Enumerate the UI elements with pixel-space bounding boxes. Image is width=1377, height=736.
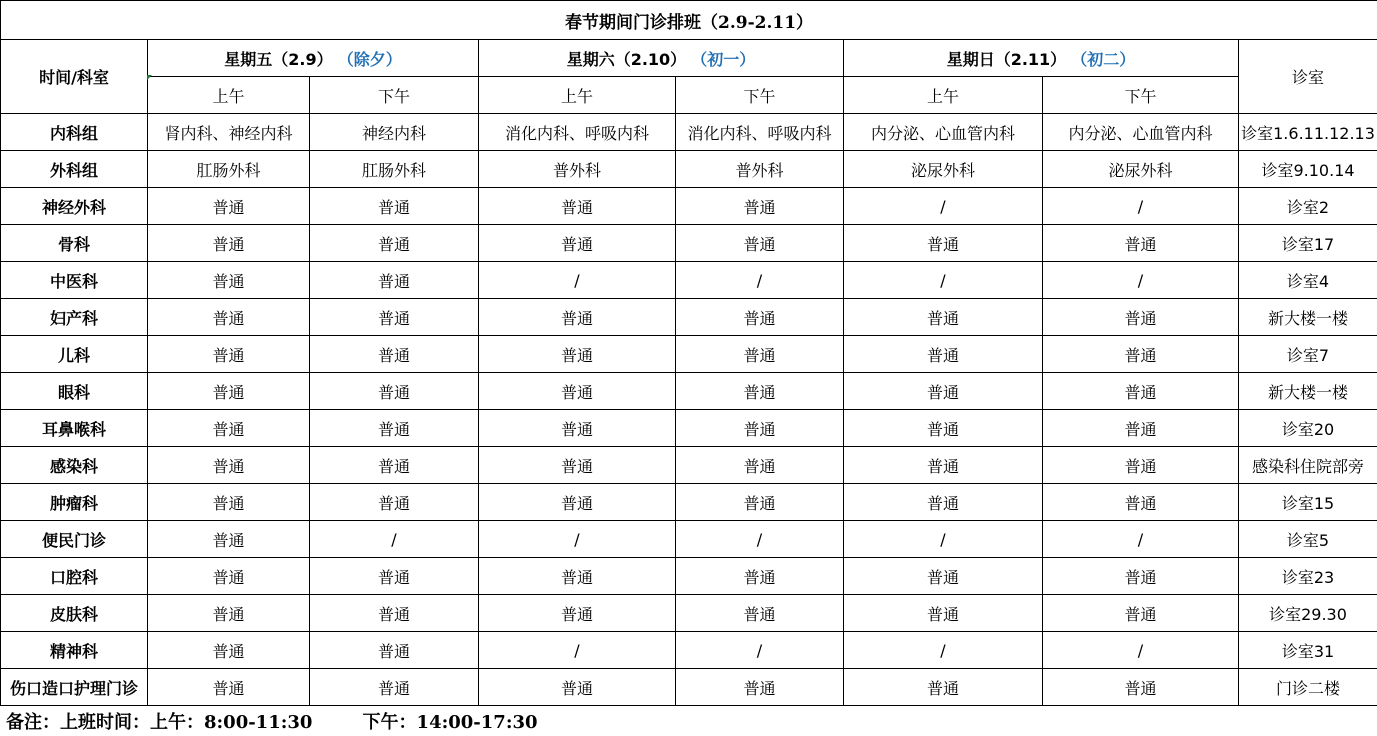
room-cell[interactable]: 诊室9.10.14 [1239,151,1377,188]
room-cell[interactable]: 门诊二楼 [1239,669,1377,706]
day-label: 星期五（2.9） [224,49,333,69]
schedule-cell[interactable]: 消化内科、呼吸内科 [479,114,676,151]
schedule-cell[interactable]: 普通 [310,410,479,447]
schedule-cell[interactable]: 普通 [310,484,479,521]
schedule-cell[interactable]: 普通 [310,188,479,225]
day-label: 星期六（2.10） [566,49,687,69]
schedule-cell[interactable]: / [676,521,844,558]
schedule-cell[interactable]: 普通 [844,410,1043,447]
table-row [1,410,1377,447]
schedule-cell[interactable]: 普通 [310,262,479,299]
schedule-cell[interactable]: 普通 [148,188,310,225]
schedule-cell[interactable]: / [1043,632,1239,669]
schedule-cell[interactable]: 肛肠外科 [310,151,479,188]
schedule-cell[interactable]: 普通 [310,299,479,336]
table-row [1,336,1377,373]
schedule-cell[interactable]: 肛肠外科 [148,151,310,188]
day-header-sun[interactable] [844,40,1239,77]
room-cell[interactable]: 诊室4 [1239,262,1377,299]
schedule-cell[interactable]: 普通 [676,373,844,410]
schedule-cell[interactable]: 普通 [844,336,1043,373]
schedule-cell[interactable]: 普通 [310,558,479,595]
room-cell[interactable]: 诊室5 [1239,521,1377,558]
schedule-cell[interactable]: 普通 [1043,410,1239,447]
schedule-cell[interactable]: 普通 [1043,484,1239,521]
schedule-cell[interactable]: 普通 [479,225,676,262]
schedule-cell[interactable]: 普通 [1043,669,1239,706]
table-row [1,595,1377,632]
schedule-cell[interactable]: 普通 [1043,558,1239,595]
schedule-cell[interactable]: 普通 [1043,336,1239,373]
schedule-cell[interactable]: 普通 [148,299,310,336]
schedule-cell[interactable]: 普通 [844,225,1043,262]
department-cell[interactable]: 肿瘤科 [1,484,148,521]
schedule-cell[interactable]: 普通 [844,595,1043,632]
schedule-cell[interactable]: 普通 [148,336,310,373]
schedule-cell[interactable]: 普通 [310,595,479,632]
schedule-cell[interactable]: 普通 [844,299,1043,336]
schedule-cell[interactable]: / [1043,188,1239,225]
schedule-cell[interactable]: 普通 [479,373,676,410]
room-cell[interactable]: 诊室20 [1239,410,1377,447]
table-row [1,262,1377,299]
schedule-cell[interactable]: 普通 [148,225,310,262]
schedule-cell[interactable]: 普通 [844,558,1043,595]
table-row [1,151,1377,188]
schedule-cell[interactable]: 普通 [479,410,676,447]
room-cell[interactable]: 诊室15 [1239,484,1377,521]
schedule-cell[interactable]: 普通 [479,299,676,336]
schedule-cell[interactable]: / [479,521,676,558]
room-cell[interactable]: 诊室7 [1239,336,1377,373]
department-cell[interactable]: 中医科 [1,262,148,299]
schedule-cell[interactable]: 普通 [676,558,844,595]
schedule-cell[interactable]: 普通 [676,595,844,632]
day-header-sat[interactable] [479,40,844,77]
schedule-cell[interactable]: 普通 [310,669,479,706]
schedule-cell[interactable]: 普通 [1043,299,1239,336]
schedule-cell[interactable]: / [844,632,1043,669]
schedule-cell[interactable]: / [676,632,844,669]
schedule-cell[interactable]: 消化内科、呼吸内科 [676,114,844,151]
schedule-cell[interactable]: 普通 [310,632,479,669]
half-day-header[interactable]: 下午 [1043,77,1239,114]
schedule-cell[interactable]: 内分泌、心血管内科 [1043,114,1239,151]
schedule-cell[interactable]: 普通 [1043,447,1239,484]
footer-note[interactable]: 备注：上班时间：上午：8:00-11:30 下午：14:00-17:30 [6,712,538,733]
schedule-cell[interactable]: 普通 [676,447,844,484]
lunar-label: （初一） [691,49,756,69]
room-cell[interactable]: 诊室17 [1239,225,1377,262]
room-cell[interactable]: 诊室23 [1239,558,1377,595]
schedule-cell[interactable]: 普通 [310,225,479,262]
room-cell[interactable]: 新大楼一楼 [1239,299,1377,336]
schedule-cell[interactable]: 普外科 [676,151,844,188]
schedule-cell[interactable]: 普通 [148,373,310,410]
schedule-cell[interactable]: 普通 [310,447,479,484]
schedule-cell[interactable]: 普通 [148,521,310,558]
department-cell[interactable]: 眼科 [1,373,148,410]
schedule-cell[interactable]: / [676,262,844,299]
schedule-cell[interactable]: 普通 [479,484,676,521]
schedule-cell[interactable]: 普外科 [479,151,676,188]
schedule-cell[interactable]: / [310,521,479,558]
schedule-cell[interactable]: 普通 [310,336,479,373]
table-row [1,188,1377,225]
schedule-cell[interactable]: 普通 [479,595,676,632]
department-cell[interactable]: 内科组 [1,114,148,151]
schedule-cell[interactable]: 普通 [844,447,1043,484]
department-cell[interactable]: 外科组 [1,151,148,188]
schedule-cell[interactable]: 普通 [148,410,310,447]
schedule-cell[interactable]: 普通 [148,595,310,632]
schedule-cell[interactable]: 普通 [479,336,676,373]
table-row [1,632,1377,669]
schedule-cell[interactable]: 普通 [148,447,310,484]
schedule-cell[interactable]: 普通 [479,558,676,595]
schedule-cell[interactable]: 普通 [148,669,310,706]
room-cell[interactable]: 诊室29.30 [1239,595,1377,632]
half-day-header[interactable]: 上午 [148,77,310,114]
half-day-header[interactable]: 上午 [844,77,1043,114]
table-row [1,114,1377,151]
schedule-cell[interactable]: 普通 [844,373,1043,410]
room-cell[interactable]: 新大楼一楼 [1239,373,1377,410]
schedule-cell[interactable]: 普通 [479,447,676,484]
lunar-label: （初二） [1071,49,1136,69]
lunar-label: （除夕） [337,49,402,69]
schedule-cell[interactable]: 普通 [676,299,844,336]
schedule-cell[interactable]: 普通 [676,669,844,706]
half-day-header[interactable]: 上午 [479,77,676,114]
schedule-cell[interactable]: 肾内科、神经内科 [148,114,310,151]
cell-comment-marker [147,75,152,80]
schedule-cell[interactable]: / [479,262,676,299]
schedule-cell[interactable]: 内分泌、心血管内科 [844,114,1043,151]
schedule-cell[interactable]: / [844,188,1043,225]
schedule-cell[interactable]: 普通 [479,188,676,225]
schedule-cell[interactable]: 普通 [1043,373,1239,410]
room-cell[interactable]: 诊室2 [1239,188,1377,225]
schedule-cell[interactable]: / [479,632,676,669]
table-row [1,484,1377,521]
schedule-cell[interactable]: / [1043,521,1239,558]
schedule-cell[interactable]: / [844,521,1043,558]
table-row [1,373,1377,410]
schedule-cell[interactable]: 普通 [310,373,479,410]
department-cell[interactable]: 伤口造口护理门诊 [1,669,148,706]
schedule-cell[interactable]: 普通 [676,225,844,262]
schedule-cell[interactable]: 普通 [844,484,1043,521]
schedule-cell[interactable]: 神经内科 [310,114,479,151]
department-cell[interactable]: 儿科 [1,336,148,373]
department-cell[interactable]: 感染科 [1,447,148,484]
schedule-cell[interactable]: / [844,262,1043,299]
day-header-fri[interactable] [148,40,479,77]
schedule-cell[interactable]: 普通 [148,632,310,669]
schedule-cell[interactable]: 普通 [148,484,310,521]
table-row [1,225,1377,262]
table-row [1,558,1377,595]
room-header[interactable]: 诊室 [1239,40,1377,114]
schedule-cell[interactable]: 普通 [676,410,844,447]
half-day-header[interactable]: 下午 [676,77,844,114]
room-cell[interactable]: 感染科住院部旁 [1239,447,1377,484]
day-label: 星期日（2.11） [946,49,1067,69]
schedule-cell[interactable]: 普通 [1043,225,1239,262]
department-cell[interactable]: 神经外科 [1,188,148,225]
schedule-cell[interactable]: 普通 [148,262,310,299]
room-cell[interactable]: 诊室31 [1239,632,1377,669]
schedule-cell[interactable]: 普通 [148,558,310,595]
table-row [1,447,1377,484]
table-row [1,669,1377,706]
table-row [1,521,1377,558]
room-cell[interactable]: 诊室1.6.11.12.13 [1239,114,1377,151]
table-row [1,299,1377,336]
corner-header[interactable]: 时间/科室 [1,40,148,114]
sheet-title[interactable]: 春节期间门诊排班（2.9-2.11） [1,1,1377,40]
department-cell[interactable]: 便民门诊 [1,521,148,558]
department-cell[interactable]: 皮肤科 [1,595,148,632]
department-cell[interactable]: 口腔科 [1,558,148,595]
schedule-cell[interactable]: / [1043,262,1239,299]
department-cell[interactable]: 精神科 [1,632,148,669]
department-cell[interactable]: 妇产科 [1,299,148,336]
schedule-cell[interactable]: 泌尿外科 [1043,151,1239,188]
department-cell[interactable]: 骨科 [1,225,148,262]
department-cell[interactable]: 耳鼻喉科 [1,410,148,447]
half-day-header[interactable]: 下午 [310,77,479,114]
schedule-cell[interactable]: 普通 [1043,595,1239,632]
schedule-cell[interactable]: 普通 [676,336,844,373]
schedule-cell[interactable]: 普通 [676,484,844,521]
schedule-cell[interactable]: 普通 [844,669,1043,706]
schedule-cell[interactable]: 普通 [479,669,676,706]
schedule-cell[interactable]: 普通 [676,188,844,225]
schedule-cell[interactable]: 泌尿外科 [844,151,1043,188]
